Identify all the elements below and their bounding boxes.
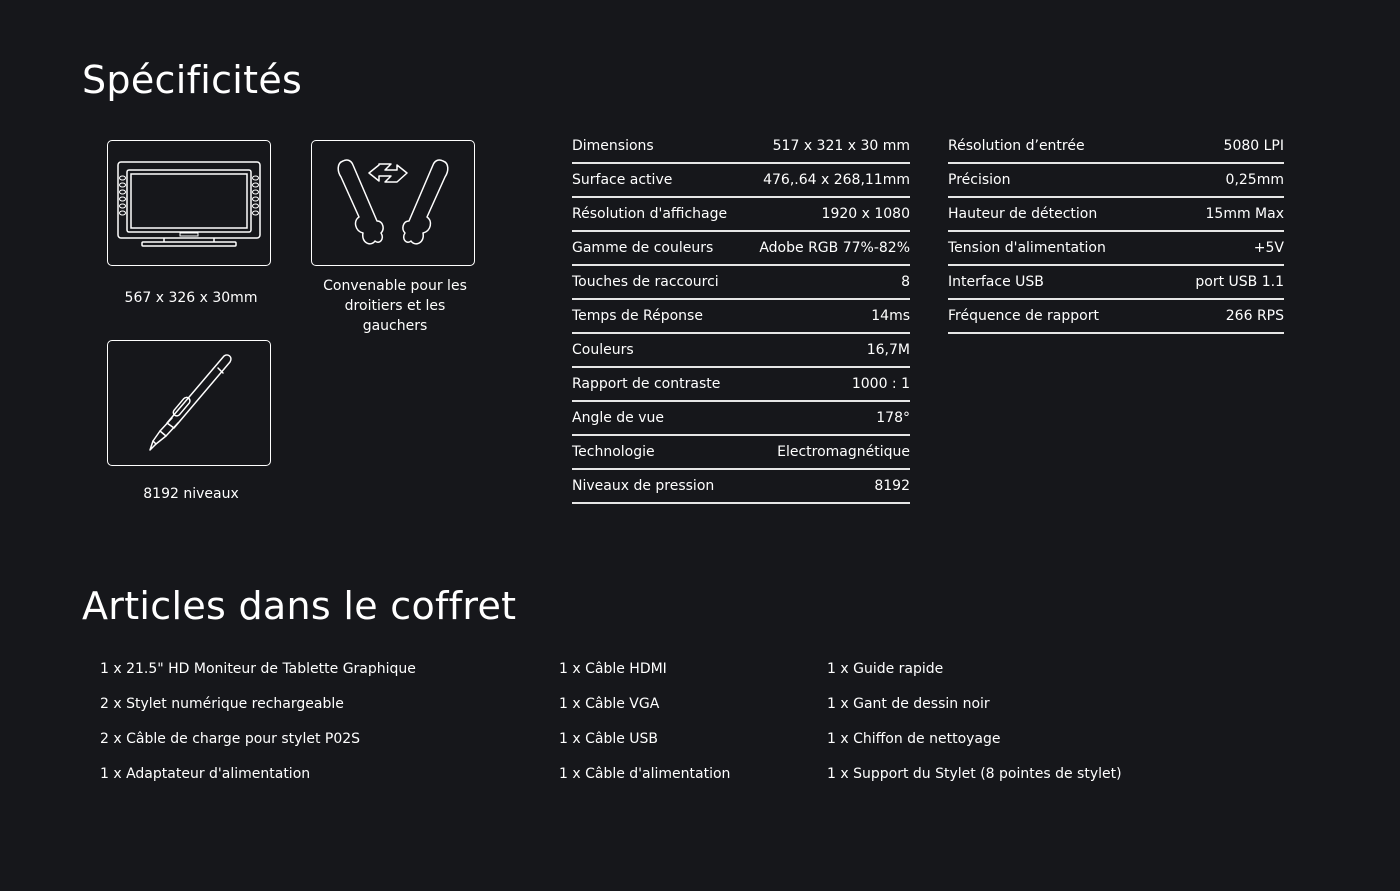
spec-value: 517 x 321 x 30 mm [772,138,910,154]
spec-row [572,470,910,504]
spec-label: Hauteur de détection [948,206,1098,222]
spec-label: Touches de raccourci [572,274,719,290]
box-item: 1 x Câble d'alimentation [559,766,731,782]
feature-caption-pressure: 8192 niveaux [143,486,239,502]
stylus-pen-icon [134,348,244,458]
feature-card-handedness [311,140,479,336]
spec-value: 15mm Max [1205,206,1284,222]
spec-label: Fréquence de rapport [948,308,1099,324]
spec-label: Tension d'alimentation [948,240,1106,256]
spec-value: 0,25mm [1225,172,1284,188]
spec-value: 266 RPS [1225,308,1284,324]
feature-box-pen [107,340,271,466]
spec-label: Temps de Réponse [572,308,703,324]
box-item: 2 x Stylet numérique rechargeable [100,696,344,712]
spec-row [572,436,910,470]
spec-table-right [948,130,1284,334]
spec-value: 8192 [874,478,910,494]
spec-value: 5080 LPI [1223,138,1284,154]
spec-row [572,130,910,164]
spec-row [572,198,910,232]
spec-table-left [572,130,910,504]
box-item: 1 x Câble VGA [559,696,660,712]
spec-value: 178° [876,410,910,426]
spec-row [948,300,1284,334]
spec-value: 1000 : 1 [851,376,910,392]
spec-row [572,266,910,300]
left-right-hand-icon [333,151,453,255]
box-item: 1 x Support du Stylet (8 pointes de stylet) [827,766,1122,782]
specs-section-title: Spécificités [82,58,303,102]
feature-card-pressure [107,340,275,504]
spec-row [572,300,910,334]
box-item: 1 x Gant de dessin noir [827,696,990,712]
spec-label: Dimensions [572,138,654,154]
feature-caption-handedness: Convenable pour les droitiers et les gauchers [323,278,467,334]
spec-label: Angle de vue [572,410,665,426]
spec-row [948,232,1284,266]
box-items-column [827,658,1122,798]
spec-value: 476,.64 x 268,11mm [763,172,910,188]
spec-row [948,130,1284,164]
spec-label: Précision [948,172,1011,188]
spec-row [572,232,910,266]
spec-row [572,164,910,198]
box-item: 1 x Câble USB [559,731,659,747]
box-item: 1 x Câble HDMI [559,661,667,677]
spec-row [572,368,910,402]
spec-label: Résolution d'affichage [572,206,728,222]
box-items-column [100,658,416,798]
spec-row [948,266,1284,300]
spec-value: +5V [1253,240,1284,256]
spec-label: Gamme de couleurs [572,240,714,256]
spec-value: 1920 x 1080 [821,206,910,222]
spec-label: Niveaux de pression [572,478,715,494]
feature-box-hands [311,140,475,266]
spec-label: Technologie [572,444,655,460]
box-item: 1 x Chiffon de nettoyage [827,731,1001,747]
box-item: 1 x Adaptateur d'alimentation [100,766,311,782]
box-contents-title: Articles dans le coffret [82,584,517,628]
spec-value: 14ms [871,308,910,324]
box-item: 1 x Guide rapide [827,661,944,677]
spec-label: Couleurs [572,342,634,358]
spec-row [948,198,1284,232]
spec-value: Adobe RGB 77%-82% [759,240,910,256]
spec-label: Résolution d’entrée [948,138,1085,154]
feature-box-monitor [107,140,271,266]
spec-value: 8 [901,274,910,290]
spec-label: Rapport de contraste [572,376,721,392]
box-item: 2 x Câble de charge pour stylet P02S [100,731,361,747]
monitor-icon [114,158,264,248]
spec-label: Surface active [572,172,673,188]
box-items-column [559,658,730,798]
spec-row [948,164,1284,198]
box-item: 1 x 21.5" HD Moniteur de Tablette Graphique [100,661,416,677]
spec-value: Electromagnétique [777,444,910,460]
feature-card-size [107,140,275,308]
spec-label: Interface USB [948,274,1044,290]
feature-caption-size: 567 x 326 x 30mm [124,290,258,306]
spec-row [572,334,910,368]
spec-value: 16,7M [866,342,910,358]
spec-row [572,402,910,436]
spec-value: port USB 1.1 [1195,274,1284,290]
